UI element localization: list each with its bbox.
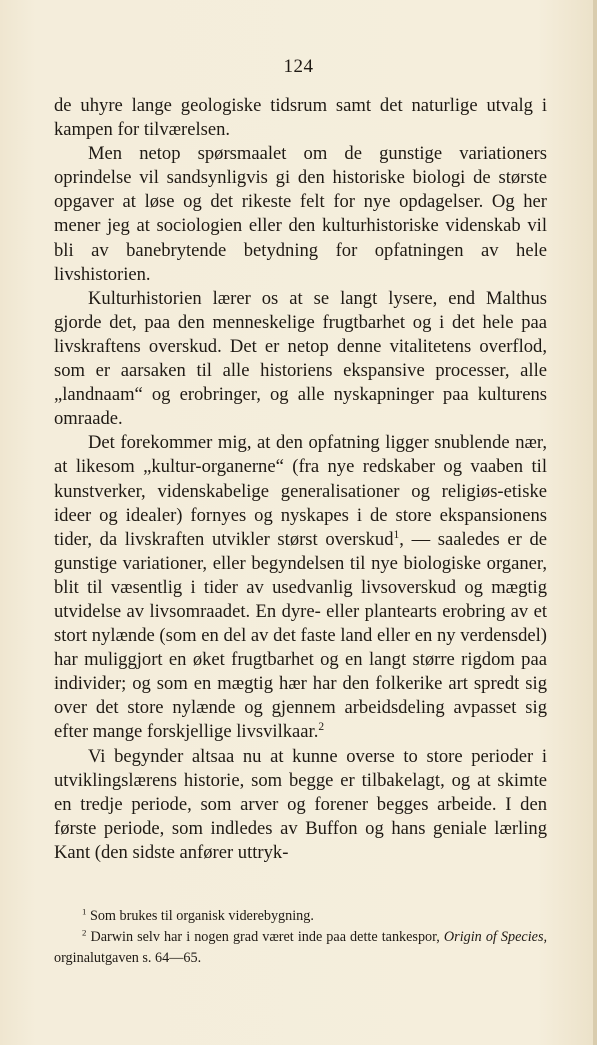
paragraph-1: de uhyre lange geologiske tidsrum samt det naturlige utvalg i kampen for tilværelsen. [54, 95, 547, 141]
page-number: 124 [283, 56, 314, 77]
footnote-2-after-title: orginalutgaven s. 64—65. [54, 950, 202, 966]
paragraph-4-part-2: , — saaledes er de gunstige variationer, eller begyndelsen til nye biologiske organer, blit til væsentlig i tider av usedvanlig livsoverskud og mægtig utvidelse av livsomraadet. En dyre- eller plantearts erobring av et stort nylænde (som en del av det faste land eller en ny verdensdel) har muliggjort en øket frugtbarhet og en langt større rigdom paa individer; og som en mægtig hær har den folkerike art spredt sig over det store nylænde og gjennem arbeidsdeling avpasset sig efter mange forskjellige livsvilkaar. [54, 528, 548, 743]
footnote-2-mark: 2 [82, 927, 87, 938]
paragraph-2: Men netop spørsmaalet om de gunstige variationers oprindelse vil sandsynligvis gi den historiske biologi de største opgaver at løse og det rikeste felt for nye opdagelser. Og her mener jeg at sociologien eller den kulturhistoriske videnskab vil bli av banebrytende betydning for opfatningen av hele livshistorien. [54, 143, 547, 285]
footnotes [54, 906, 547, 969]
footnote-1 [54, 906, 547, 927]
footnote-2-text: Darwin selv har i nogen grad været inde paa dette tankespor, [90, 929, 440, 945]
footnote-2 [54, 927, 547, 969]
body-text [54, 94, 547, 865]
paragraph-3: Kulturhistorien lærer os at se langt lysere, end Malthus gjorde det, paa den menneskelige frugtbarhet og i det hele paa livskraftens overskud. Det er netop denne vitalitetens overflod, som er aarsaken til alle historiens ekspansive processer, alle „landnaam“ og erobringer, og alle nyskapninger paa kulturens omraade. [54, 287, 547, 430]
footnote-2-title: Origin of Species, [443, 929, 548, 945]
footnote-ref-2[interactable]: 2 [318, 721, 325, 734]
page-edge [593, 0, 597, 1045]
paragraph-4-part-1: Det forekommer mig, at den opfatning ligger snublende nær, at likesom „kultur-organerne“ (fra nye redskaber og vaaben til kunstverker, videnskabelige generalisationer og religiøs-etiske ideer og idealer) fornyes og nyskapes i de store ekspansionens tider, da livskraften utvikler størst overskud [54, 432, 547, 550]
paragraph-4 [54, 431, 547, 744]
footnote-1-mark: 1 [82, 906, 87, 917]
footnote-ref-1[interactable]: 1 [393, 528, 400, 541]
paragraph-5: Vi begynder altsaa nu at kunne overse to store perioder i utviklingslærens historie, som begge er tilbakelagt, og at skimte en tredje periode, som arver og forener begges arbeide. I den første periode, som indledes av Buffon og hans geniale lærling Kant (den sidste anfører uttryk- [54, 745, 547, 863]
footnote-1-text: Som brukes til organisk viderebygning. [89, 908, 314, 924]
